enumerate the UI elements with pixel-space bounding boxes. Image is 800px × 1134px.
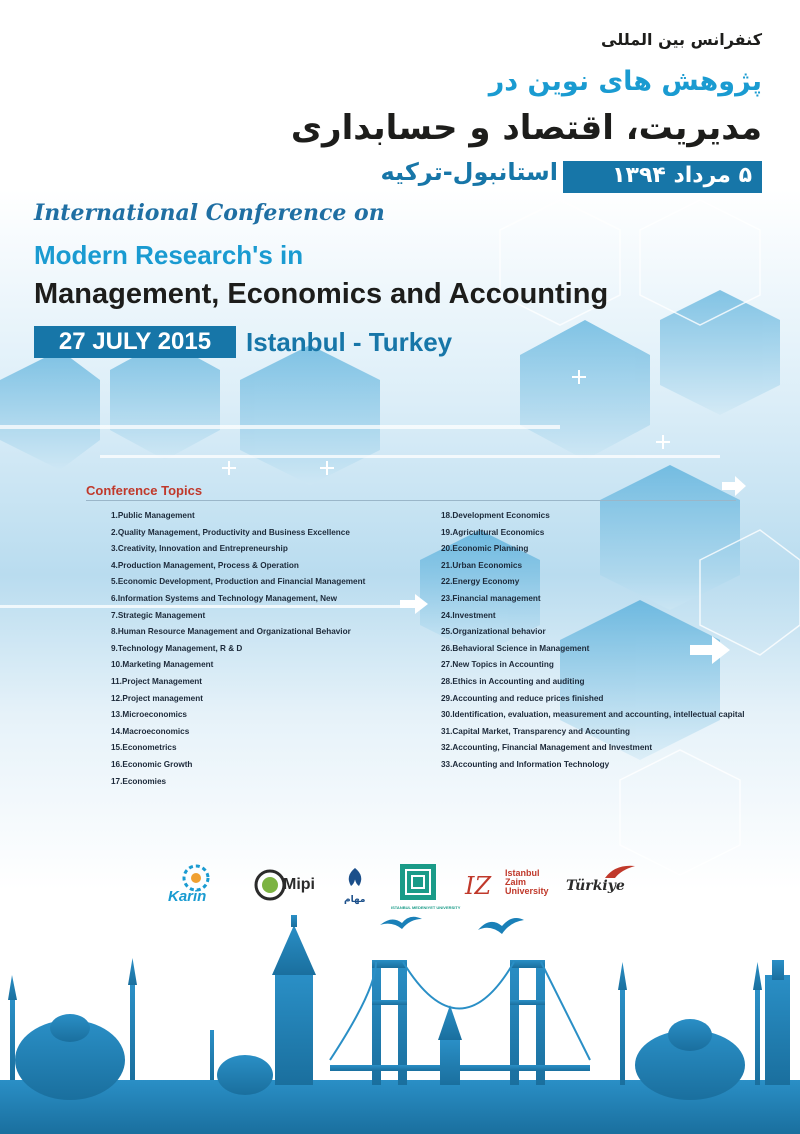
topic-item: 21.Urban Economics bbox=[441, 560, 522, 570]
topic-item: 22.Energy Economy bbox=[441, 577, 520, 587]
topic-item: 8.Human Resource Management and Organizational Behavior bbox=[111, 627, 351, 637]
svg-text:IZ: IZ bbox=[465, 872, 492, 900]
topic-item: 7.Strategic Management bbox=[111, 610, 206, 620]
topics-divider bbox=[86, 500, 736, 501]
topic-item: 23.Financial management bbox=[441, 593, 541, 603]
topic-item: 4.Production Management, Process & Operation bbox=[111, 560, 299, 570]
topic-item: 24.Investment bbox=[441, 610, 496, 620]
persian-date: ۵ مرداد ۱۳۹۴ bbox=[612, 163, 752, 188]
topic-item: 14.Macroeconomics bbox=[111, 726, 190, 736]
topics-list-left bbox=[111, 508, 365, 790]
topic-item: 30.Identification, evaluation, measurement and accounting, intellectual capital bbox=[441, 710, 745, 720]
topic-item: 18.Development Economics bbox=[441, 511, 550, 520]
topic-item: 11.Project Management bbox=[111, 676, 203, 686]
topic-item: 2.Quality Management, Productivity and Business Excellence bbox=[111, 527, 350, 537]
mahham-logo-text: مهام bbox=[344, 895, 366, 905]
topic-item: 19.Agricultural Economics bbox=[441, 527, 545, 537]
topic-item: 13.Microeconomics bbox=[111, 710, 187, 720]
topic-item: 6.Information Systems and Technology Management, New bbox=[111, 593, 337, 603]
persian-location: استانبول-ترکیه bbox=[380, 158, 558, 186]
english-conference-subtitle: Modern Research's in bbox=[34, 240, 304, 270]
persian-conference-label: کنفرانس بین المللی bbox=[601, 30, 762, 49]
topic-item: 9.Technology Management, R & D bbox=[111, 643, 243, 653]
topic-item: 16.Economic Growth bbox=[111, 759, 193, 769]
mipi-logo-text: Mipi bbox=[283, 876, 315, 893]
topic-item: 31.Capital Market, Transparency and Accounting bbox=[441, 726, 630, 736]
izu-logo bbox=[463, 866, 503, 900]
english-conference-title: Management, Economics and Accounting bbox=[34, 278, 609, 310]
topic-item: 26.Behavioral Science in Management bbox=[441, 643, 590, 653]
topic-item: 12.Project management bbox=[111, 693, 203, 703]
topic-item: 3.Creativity, Innovation and Entrepreneurship bbox=[111, 544, 288, 554]
topic-item: 25.Organizational behavior bbox=[441, 627, 546, 637]
turkiye-logo-text: Türkiye bbox=[566, 878, 625, 894]
medeniyet-logo bbox=[398, 862, 438, 902]
topic-item: 29.Accounting and reduce prices finished bbox=[441, 693, 604, 703]
topics-heading: Conference Topics bbox=[86, 483, 203, 498]
topic-item: 32.Accounting, Financial Management and Investment bbox=[441, 743, 653, 753]
topic-item: 15.Econometrics bbox=[111, 743, 177, 753]
topic-item: 27.New Topics in Accounting bbox=[441, 660, 554, 670]
english-conference-label: International Conference on bbox=[34, 200, 385, 226]
karin-logo-text: Karin bbox=[168, 888, 207, 905]
topic-item: 20.Economic Planning bbox=[441, 544, 529, 554]
mipi-logo bbox=[253, 868, 287, 902]
english-date: 27 JULY 2015 bbox=[58, 328, 212, 355]
topic-item: 33.Accounting and Information Technology bbox=[441, 759, 610, 769]
persian-conference-title: مدیریت، اقتصاد و حسابداری bbox=[290, 108, 762, 148]
topic-item: 5.Economic Development, Production and Financial Management bbox=[111, 577, 366, 587]
english-location: Istanbul - Turkey bbox=[246, 327, 453, 357]
medeniyet-logo-text: ISTANBUL MEDENIYET UNIVERSITY bbox=[391, 905, 461, 910]
topic-item: 17.Economies bbox=[111, 776, 167, 786]
topics-list-right bbox=[441, 508, 744, 774]
topic-item: 1.Public Management bbox=[111, 511, 195, 520]
izu-logo-text: Istanbul Zaim University bbox=[505, 868, 549, 896]
topic-item: 28.Ethics in Accounting and auditing bbox=[441, 676, 585, 686]
topic-item: 10.Marketing Management bbox=[111, 660, 214, 670]
persian-conference-subtitle: پژوهش های نوین در bbox=[488, 66, 762, 97]
